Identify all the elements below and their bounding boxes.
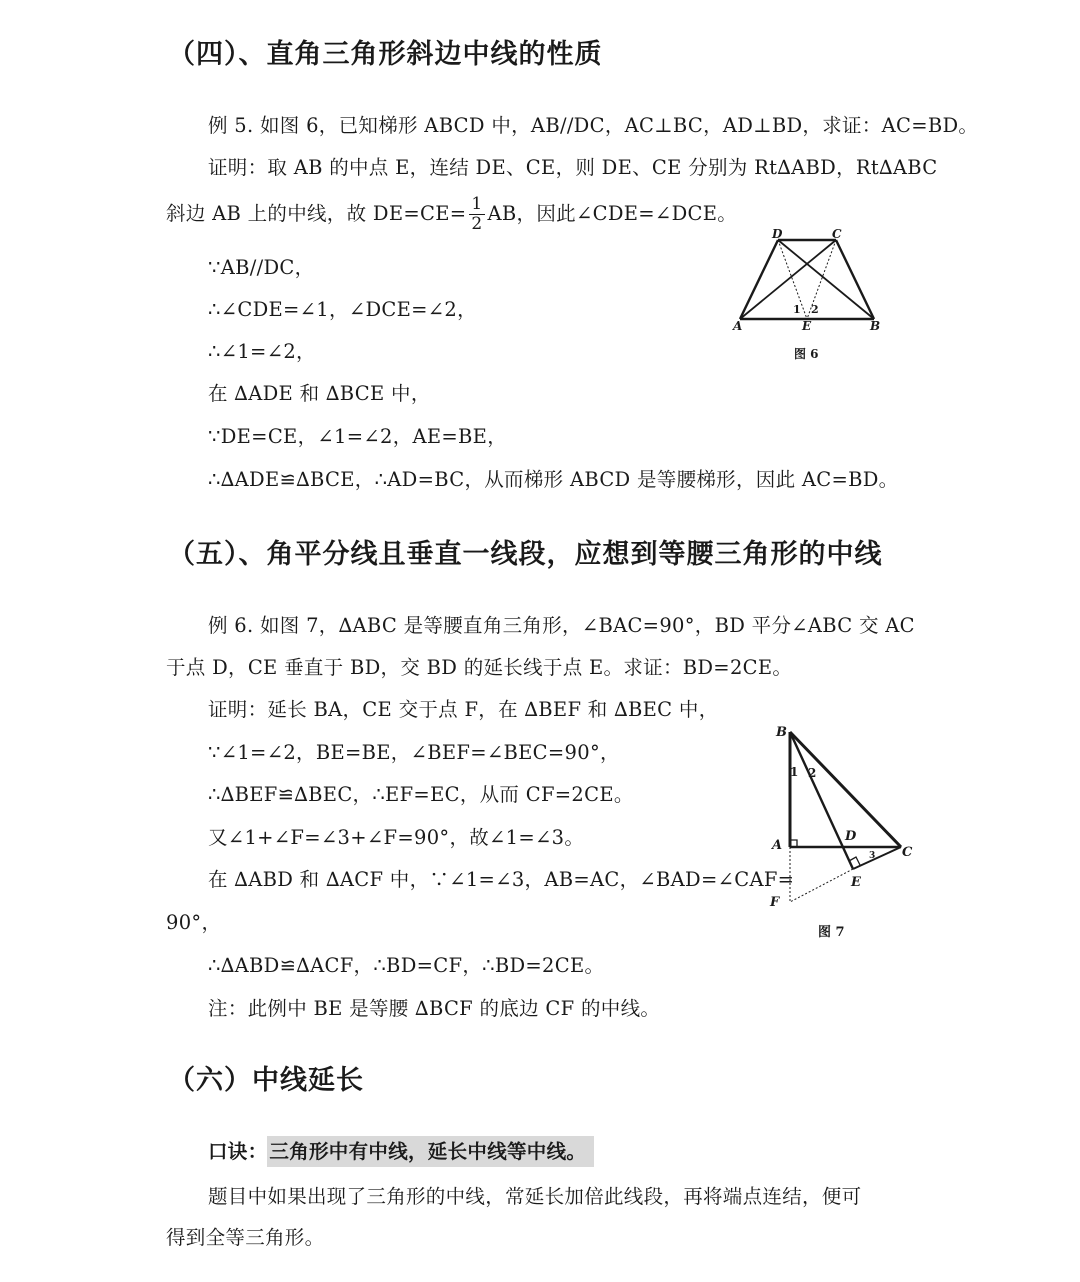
proof-line-2-end: AB，因此∠CDE=∠DCE。 (487, 202, 738, 225)
label-f: F (770, 895, 780, 910)
proof-line-1: 证明：取 AB 的中点 E，连结 DE、CE，则 DE、CE 分别为 Rt∆ABD，Rt∆ABC (208, 156, 938, 179)
side-cb (836, 240, 874, 319)
figure-7-caption: 图 7 (818, 925, 845, 940)
section6-heading: （六）中线延长 (168, 1065, 364, 1096)
mnemonic-highlight: 三角形中有中线，延长中线等中线。 (267, 1136, 594, 1167)
figure-6-caption: 图 6 (794, 347, 819, 361)
angle-2-label: 2 (811, 303, 819, 316)
label-a: A (733, 319, 743, 333)
proof-step: 又∠1+∠F=∠3+∠F=90°，故∠1=∠3。 (208, 826, 585, 849)
angle-2-label: 2 (808, 766, 817, 780)
proof-step: ∴∆BEF≌∆BEC，∴EF=EC，从而 CF=2CE。 (208, 783, 634, 806)
proof-step: ∵∠1=∠2，BE=BE，∠BEF=∠BEC=90°， (208, 741, 620, 764)
angle-1-label: 1 (790, 765, 799, 779)
label-e: E (802, 319, 812, 333)
proof-step: 在 ∆ADE 和 ∆BCE 中， (208, 382, 431, 405)
angle-3-label: 3 (869, 851, 876, 861)
diagonal-ac (740, 240, 836, 319)
fraction-numerator: 1 (471, 194, 483, 214)
body-line-2: 得到全等三角形。 (166, 1226, 325, 1249)
mnemonic-line (208, 1136, 594, 1164)
label-c: C (902, 845, 913, 860)
figure-6-trapezoid (726, 224, 896, 374)
proof-line-2-start: 斜边 AB 上的中线，故 DE=CE= (166, 202, 467, 225)
proof-step: ∵DE=CE，∠1=∠2，AE=BE， (208, 425, 508, 448)
proof-step: 在 ∆ABD 和 ∆ACF 中，∵∠1=∠3，AB=AC，∠BAD=∠CAF= (208, 868, 795, 891)
label-a: A (772, 838, 783, 853)
proof-step: ∴∆ADE≌∆BCE，∴AD=BC，从而梯形 ABCD 是等腰梯形，因此 AC=BD。 (208, 468, 899, 491)
label-c: C (832, 227, 842, 241)
proof-conclusion: ∴∆ABD≌∆ACF，∴BD=CF，∴BD=2CE。 (208, 954, 605, 977)
fraction-one-half (469, 196, 484, 233)
proof-step: ∴∠CDE=∠1，∠DCE=∠2， (208, 298, 477, 321)
figure-7-triangle (764, 716, 924, 946)
example6-line-2: 于点 D，CE 垂直于 BD，交 BD 的延长线于点 E。求证：BD=2CE。 (166, 656, 793, 679)
segment-ef-dotted (790, 869, 853, 902)
label-d: D (845, 829, 857, 844)
example6-line-1: 例 6. 如图 7，∆ABC 是等腰直角三角形，∠BAC=90°，BD 平分∠ABC 交 AC (208, 614, 915, 637)
fraction-denominator: 2 (471, 214, 483, 234)
proof-step-wrap: 90°， (166, 911, 222, 934)
example5-text: 例 5. 如图 6，已知梯形 ABCD 中，AB//DC，AC⊥BC，AD⊥BD，求证：AC=BD。 (208, 114, 979, 137)
body-line-1: 题目中如果出现了三角形的中线，常延长加倍此线段，再将端点连结，便可 (208, 1185, 862, 1208)
side-ad (740, 240, 778, 319)
section5-heading: （五）、角平分线且垂直一线段，应想到等腰三角形的中线 (168, 539, 883, 570)
segment-ce (853, 847, 901, 869)
proof-step: 证明：延长 BA，CE 交于点 F，在 ∆BEF 和 ∆BEC 中， (208, 698, 719, 721)
proof-step: ∵AB//DC， (208, 256, 315, 279)
mnemonic-label: 口诀： (208, 1140, 268, 1163)
label-b: B (870, 319, 881, 333)
proof-line-2 (166, 196, 737, 233)
label-e: E (851, 875, 861, 890)
section4-heading: （四）、直角三角形斜边中线的性质 (168, 39, 603, 70)
label-d: D (772, 227, 783, 241)
label-b: B (776, 725, 787, 740)
angle-1-label: 1 (793, 303, 801, 316)
note-text: 注：此例中 BE 是等腰 ∆BCF 的底边 CF 的中线。 (208, 997, 661, 1020)
segment-be (790, 732, 853, 869)
proof-step: ∴∠1=∠2， (208, 340, 316, 363)
